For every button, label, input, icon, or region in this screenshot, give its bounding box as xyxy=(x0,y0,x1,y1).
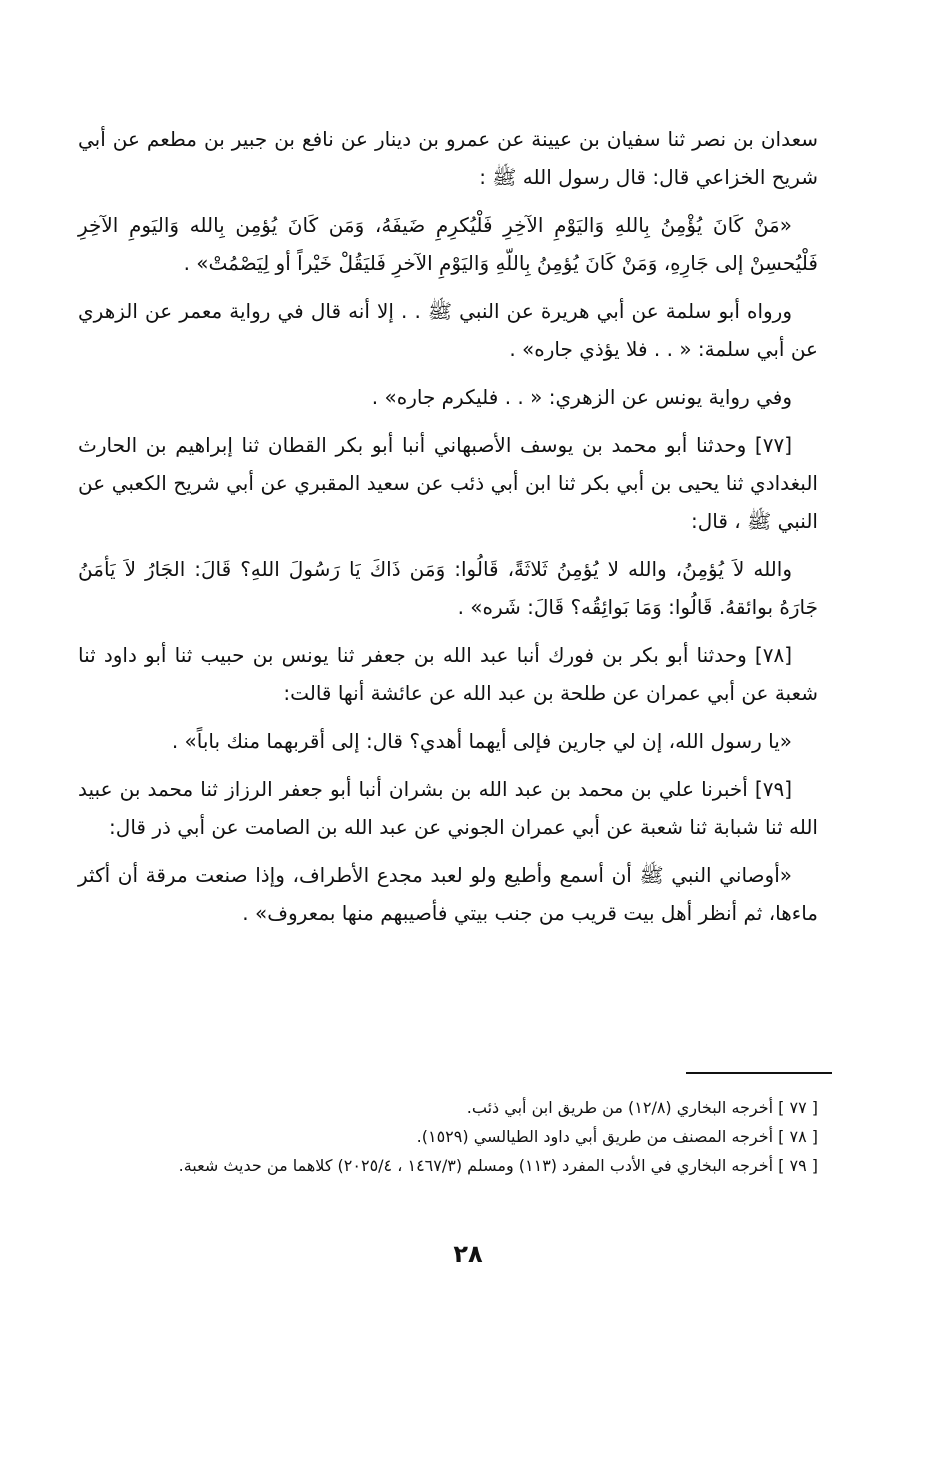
paragraph-hadith-text: «مَنْ كَانَ يُؤْمِنُ بِاللهِ وَاليَوْمِ الآخِرِ فَلْيُكرِمِ ضَيفَهُ، وَمَن كَانَ يُؤمِن بِالله وَاليَومِ الآخِرِ فَلْيُحسِنْ إلى جَارِهِ، وَمَنْ كَانَ يُؤمِنُ بِاللّهِ وَاليَوْمِ الآخرِ فَليَقُلْ خَيْراً أو لِيَصْمُتْ» . xyxy=(78,213,818,275)
paragraph-hadith-78-text: «يا رسول الله، إن لي جارين فإلى أيهما أهدي؟ قال: إلى أقربهما منك باباً» . xyxy=(171,729,792,753)
footnote-78: [ ٧٨ ] أخرجه المصنف من طريق أبي داود الطيالسي (١٥٢٩). xyxy=(416,1127,818,1146)
paragraph-yunus-narration: وفي رواية يونس عن الزهري: « . . فليكرم جاره» . xyxy=(371,385,792,409)
paragraph-hadith-78-isnad: [٧٨] وحدثنا أبو بكر بن فورك أنبا عبد الله بن جعفر ثنا يونس بن حبيب ثنا أبو داود ثنا شعبة عن أبي عمران عن طلحة بن عبد الله عن عائشة أنها قالت: xyxy=(78,643,818,705)
footnotes xyxy=(78,1095,818,1182)
paragraph-hadith-79-text: «أوصاني النبي ﷺ أن أسمع وأطيع ولو لعبد مجدع الأطراف، وإذا صنعت مرقة أن أكثر ماءها، ثم أنظر أهل بيت قريب من جنب بيتي فأصيبهم منها بمعروف» . xyxy=(78,863,818,925)
paragraph-hadith-77-isnad: [٧٧] وحدثنا أبو محمد بن يوسف الأصبهاني أنبا أبو بكر القطان ثنا إبراهيم بن الحارث البغدادي ثنا يحيى بن أبي بكر ثنا ابن أبي ذئب عن سعيد المقبري عن أبي شريح الكعبي عن النبي ﷺ ، قال: xyxy=(78,433,818,533)
paragraph-hadith-79-isnad: [٧٩] أخبرنا علي بن محمد بن عبد الله بن بشران أنبا أبو جعفر الرزاز ثنا محمد بن عبيد الله ثنا شبابة ثنا شعبة عن أبي عمران الجوني عن عبد الله بن الصامت عن أبي ذر قال: xyxy=(78,777,818,839)
footnote-77: [ ٧٧ ] أخرجه البخاري (١٢/٨) من طريق ابن أبي ذئب. xyxy=(466,1098,818,1117)
page-number: ٢٨ xyxy=(453,1240,483,1268)
paragraph-abu-salama-narration: ورواه أبو سلمة عن أبي هريرة عن النبي ﷺ . . إلا أنه قال في رواية معمر عن الزهري عن أبي سلمة: « . . فلا يؤذي جاره» . xyxy=(78,299,818,361)
paragraph-isnad-continuation: سعدان بن نصر ثنا سفيان بن عيينة عن عمرو بن دينار عن نافع بن جبير بن مطعم عن أبي شريح الخزاعي قال: قال رسول الله ﷺ : xyxy=(78,127,818,189)
footnote-divider xyxy=(686,1072,832,1074)
paragraph-hadith-77-text: والله لاَ يُؤمِنُ، والله لا يُؤمِنُ ثَلاثَةً، قَالُوا: وَمَن ذَاكَ يَا رَسُولَ اللهِ؟ قَالَ: الجَارُ لاَ يَأمَنُ جَارَهُ بوائقهُ. قَالُوا: وَمَا بَوائِقُه؟ قَالَ: شَره» . xyxy=(78,557,818,619)
main-text xyxy=(78,120,818,942)
footnote-79: [ ٧٩ ] أخرجه البخاري في الأدب المفرد (١١٣) ومسلم (١٤٦٧/٣ ، ٢٠٢٥/٤) كلاهما من حديث شعبة. xyxy=(178,1156,818,1175)
